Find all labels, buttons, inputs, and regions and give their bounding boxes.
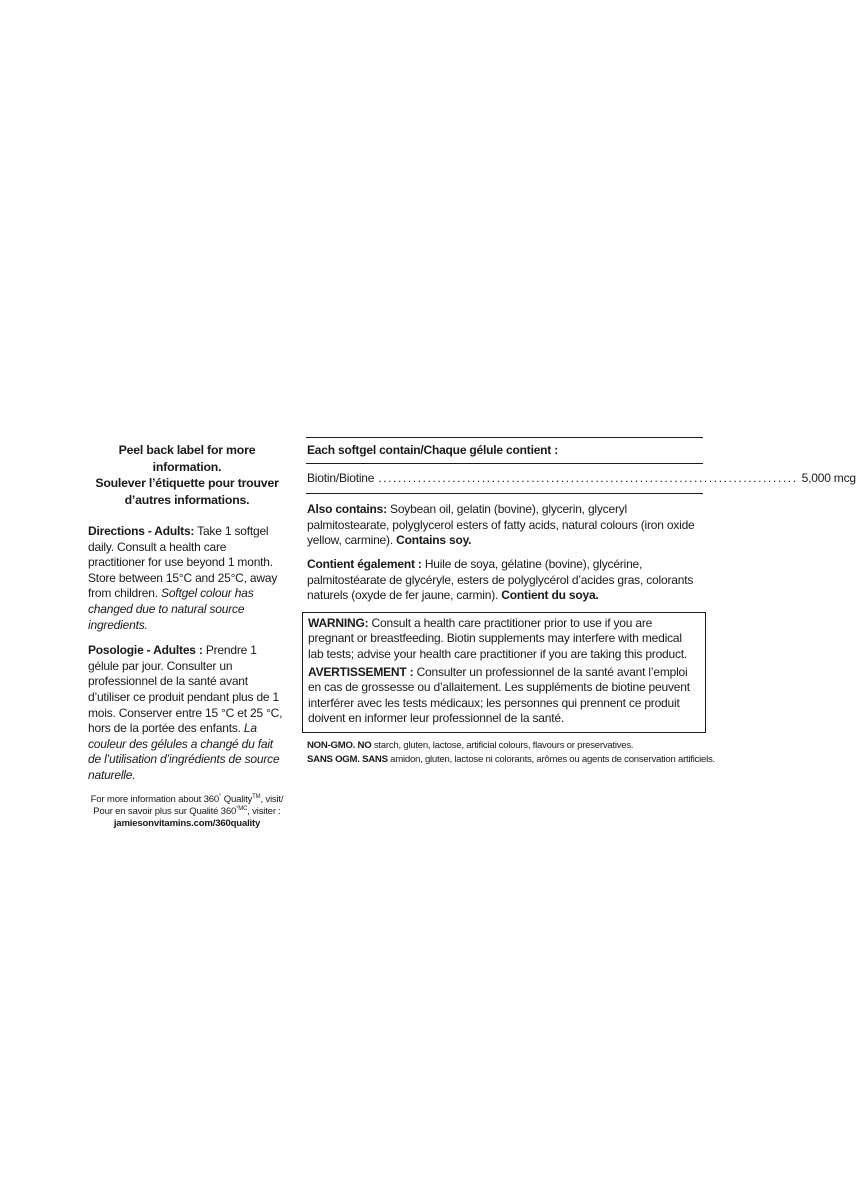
also-contains-en (307, 502, 703, 549)
posologie-text: Prendre 1 gélule par jour. Consulter un professionnel de la santé avant d’utiliser ce produit pendant plus de 1 mois. Conserver entre 15 °C et 25 °C, hors de la portée des enfants. (88, 643, 283, 736)
dot-leader: ..................................................................................... (378, 470, 798, 485)
sans-ogm-text: amidon, gluten, lactose ni colorants, arômes ou agents de conservation artificiels. (387, 753, 715, 765)
avertissement-text: Consulter un professionnel de la santé avant l’emploi en cas de grossesse ou d’allaitement. Les suppléments de biotine peuvent interférer avec les tests médicaux; les personnes qui prennent ce produit doivent en informer leur professionnel de la santé. (308, 664, 690, 726)
non-gmo-notice (307, 739, 715, 767)
degree-mark: ° (219, 793, 222, 800)
trademark-mark: TM (252, 793, 261, 800)
left-column (88, 442, 286, 831)
warning-label: WARNING: (308, 615, 369, 630)
contient-text: Huile de soya, gélatine (bovine), glycérine, palmitostéarate de glycéryle, esters de polyglycérol d’acides gras, colorants naturels (oxyde de fer jaune, carmin). (307, 556, 694, 603)
non-gmo-text: starch, gluten, lactose, artificial colours, flavours or preservatives. (371, 739, 634, 751)
non-gmo-label: NON-GMO. NO (307, 739, 372, 751)
also-contains-fr (307, 557, 703, 604)
non-gmo-en (307, 739, 703, 753)
also-contains-label: Also contains: (307, 502, 387, 517)
ingredient-amount: 5,000 mcg (801, 470, 856, 485)
directions-colour-note: Softgel colour has changed due to natural source ingredients. (88, 586, 254, 632)
posologie-label: Posologie - Adultes : (88, 643, 203, 658)
directions-fr (88, 643, 286, 783)
more-info-fr (88, 806, 286, 818)
warning-text: Consult a health care practitioner prior to use if you are pregnant or breastfeeding. Biotin supplements may interfere with medical lab tests; advise your health care practitioner if you are taking this product. (308, 615, 688, 661)
warning-box (302, 612, 706, 733)
contient-label: Contient également : (307, 556, 422, 571)
also-contains-text: Soybean oil, gelatin (bovine), glycerin, glyceryl palmitostearate, polyglycerol esters of fatty acids, natural colours (iron oxide yellow, carmine). (307, 502, 695, 548)
more-info-en-quality: Quality (221, 793, 253, 805)
more-info-en (88, 794, 286, 806)
contains-soy: Contains soy. (396, 533, 472, 548)
contient-soya: Contient du soya. (501, 588, 599, 603)
ingredient-row (306, 464, 856, 495)
more-info-fr-text: Pour en savoir plus sur Qualité 360 (93, 805, 237, 817)
website-url: jamiesonvitamins.com/360quality (113, 818, 261, 830)
contents-title: Each softgel contain/Chaque gélule contient : (306, 438, 703, 464)
directions-label: Directions - Adults: (88, 524, 195, 538)
peel-notice-en: Peel back label for more information. (118, 443, 256, 474)
warning-fr (308, 665, 699, 727)
more-info-fr-visit: , visiter : (247, 805, 281, 817)
more-info-en-visit: , visit/ (260, 793, 284, 805)
ingredient-name: Biotin/Biotine (307, 470, 375, 485)
non-gmo-fr (307, 753, 715, 767)
directions-text: Take 1 softgel daily. Consult a health care practitioner for use beyond 1 month. Store between 15°C and 25°C, away from children. (88, 524, 278, 601)
peel-notice-fr-line2: d’autres informations. (124, 492, 250, 507)
peel-notice-fr-line1: Soulever l’étiquette pour trouver (95, 476, 279, 490)
more-info (88, 794, 286, 831)
right-column (306, 437, 856, 767)
more-info-en-text: For more information about 360 (90, 793, 220, 805)
peel-back-notice (88, 442, 286, 508)
mc-mark: °MC (236, 805, 248, 812)
posologie-colour-note: La couleur des gélules a changé du fait de l’utilisation d’ingrédients de source naturelle. (88, 721, 280, 782)
warning-en (308, 616, 699, 663)
directions-en (88, 524, 286, 633)
avertissement-label: AVERTISSEMENT : (308, 664, 414, 679)
sans-ogm-label: SANS OGM. SANS (307, 753, 388, 765)
